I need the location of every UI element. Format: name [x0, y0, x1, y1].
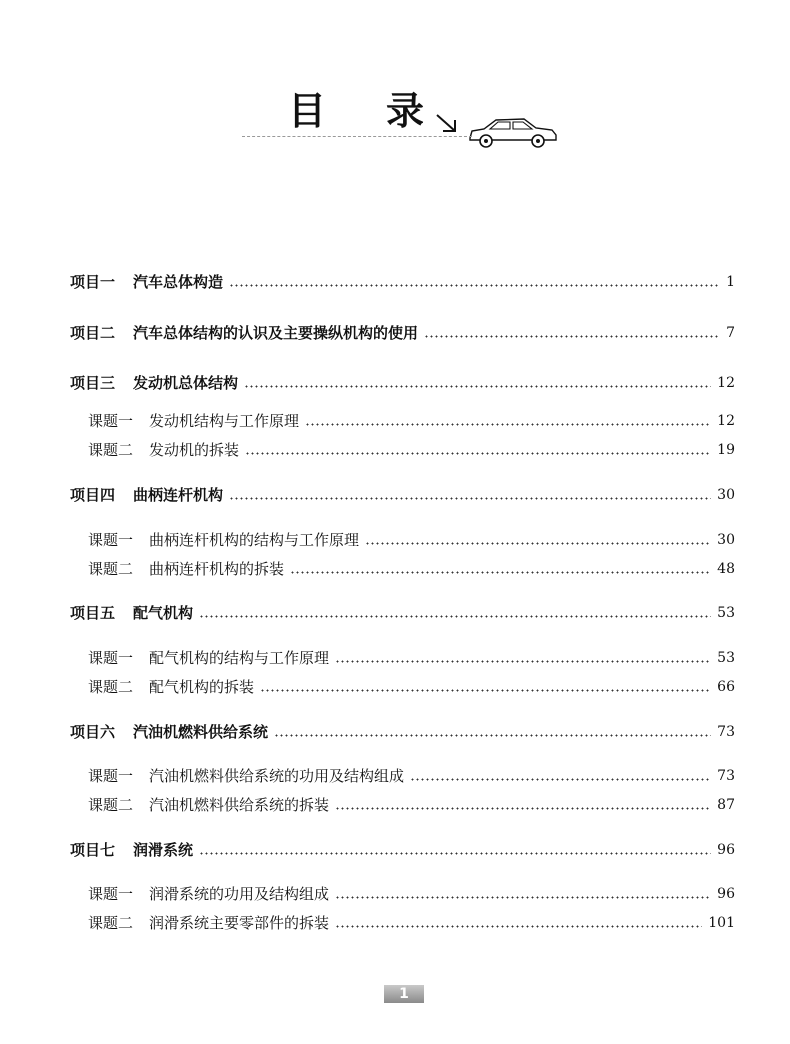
toc-entry[interactable] [88, 793, 735, 817]
toc-entry[interactable] [70, 601, 735, 625]
toc-entry[interactable] [88, 911, 735, 935]
page-title-char-1: 目 [288, 88, 327, 133]
toc-entry-number: 课题二 [88, 796, 134, 814]
toc-leader [335, 660, 711, 663]
toc-entry[interactable] [88, 646, 735, 670]
toc-entry-page: 101 [708, 915, 735, 931]
toc-entry-number: 项目二 [70, 324, 116, 342]
toc-entry-page: 66 [717, 679, 735, 695]
toc-leader [290, 571, 711, 574]
toc-entry-number: 课题二 [88, 560, 134, 578]
toc-entry-page: 53 [717, 650, 735, 666]
title-block [0, 0, 790, 170]
toc-entry-page: 12 [717, 375, 735, 391]
toc-entry-title: 汽车总体构造 [133, 273, 224, 291]
toc-entry[interactable] [70, 371, 735, 395]
toc-entry-title: 润滑系统 [133, 841, 194, 859]
toc-leader [229, 497, 711, 500]
toc-entry[interactable] [70, 838, 735, 862]
toc-entry-title: 曲柄连杆机构的拆装 [149, 560, 285, 578]
toc-entry-page: 12 [717, 413, 735, 429]
toc-entry-page: 1 [726, 274, 735, 290]
title-underline [242, 136, 472, 137]
toc-entry-number: 项目六 [70, 723, 116, 741]
toc-entry-number: 项目一 [70, 273, 116, 291]
toc-entry-number: 课题二 [88, 441, 134, 459]
toc-entry-number: 课题一 [88, 412, 134, 430]
toc-leader [199, 852, 711, 855]
toc-entry-title: 配气机构的结构与工作原理 [149, 649, 330, 667]
toc-entry-title: 配气机构 [133, 604, 194, 622]
toc-entry[interactable] [70, 270, 735, 294]
toc-entry-title: 发动机总体结构 [133, 374, 239, 392]
toc-entry-title: 润滑系统主要零部件的拆装 [149, 914, 330, 932]
toc-leader [260, 689, 711, 692]
toc-leader [305, 423, 711, 426]
toc-entry[interactable] [88, 764, 735, 788]
toc-entry-page: 73 [717, 724, 735, 740]
toc-entry-title: 发动机的拆装 [149, 441, 240, 459]
toc-leader [424, 335, 720, 338]
car-icon [466, 110, 560, 152]
toc-entry-page: 87 [717, 797, 735, 813]
toc-leader [335, 925, 702, 928]
toc-entry-number: 项目三 [70, 374, 116, 392]
toc-entry[interactable] [88, 528, 735, 552]
toc-entry-number: 课题一 [88, 767, 134, 785]
page-title-char-2: 录 [386, 88, 425, 133]
toc-entry-page: 96 [717, 842, 735, 858]
toc-entry[interactable] [88, 557, 735, 581]
toc-leader [199, 615, 711, 618]
toc-entry-number: 项目七 [70, 841, 116, 859]
toc-entry-page: 30 [717, 532, 735, 548]
toc-entry[interactable] [88, 675, 735, 699]
toc-entry-number: 项目四 [70, 486, 116, 504]
toc-entry-number: 课题二 [88, 914, 134, 932]
toc-entry-title: 润滑系统的功用及结构组成 [149, 885, 330, 903]
toc-entry-page: 30 [717, 487, 735, 503]
toc-leader [365, 542, 711, 545]
toc-entry[interactable] [70, 483, 735, 507]
toc-entry-number: 课题二 [88, 678, 134, 696]
toc-entry-number: 课题一 [88, 885, 134, 903]
page-number: 1 [384, 985, 424, 1003]
toc-leader [245, 452, 711, 455]
toc-entry-title: 汽油机燃料供给系统的拆装 [149, 796, 330, 814]
toc-entry[interactable] [70, 720, 735, 744]
toc-entry-page: 48 [717, 561, 735, 577]
toc-entry-title: 发动机结构与工作原理 [149, 412, 300, 430]
toc-leader [410, 778, 711, 781]
toc-entry-title: 曲柄连杆机构的结构与工作原理 [149, 531, 360, 549]
toc-entry-number: 课题一 [88, 649, 134, 667]
toc-leader [335, 896, 711, 899]
toc-entry-number: 项目五 [70, 604, 116, 622]
toc-entry-page: 73 [717, 768, 735, 784]
toc-entry-page: 7 [726, 325, 735, 341]
arrow-down-right-icon [434, 112, 460, 134]
toc-entry[interactable] [88, 438, 735, 462]
toc-entry[interactable] [88, 409, 735, 433]
toc-entry-title: 汽油机燃料供给系统的功用及结构组成 [149, 767, 405, 785]
toc-entry-title: 汽油机燃料供给系统 [133, 723, 269, 741]
toc-leader [244, 385, 711, 388]
toc-entry-number: 课题一 [88, 531, 134, 549]
toc-entry-page: 96 [717, 886, 735, 902]
toc-entry-title: 汽车总体结构的认识及主要操纵机构的使用 [133, 324, 419, 342]
toc-leader [229, 284, 720, 287]
toc-entry[interactable] [70, 321, 735, 345]
toc-leader [274, 734, 711, 737]
toc-entry-title: 曲柄连杆机构 [133, 486, 224, 504]
toc-entry-page: 19 [717, 442, 735, 458]
toc-entry[interactable] [88, 882, 735, 906]
toc-entry-title: 配气机构的拆装 [149, 678, 255, 696]
toc-leader [335, 807, 711, 810]
toc-entry-page: 53 [717, 605, 735, 621]
